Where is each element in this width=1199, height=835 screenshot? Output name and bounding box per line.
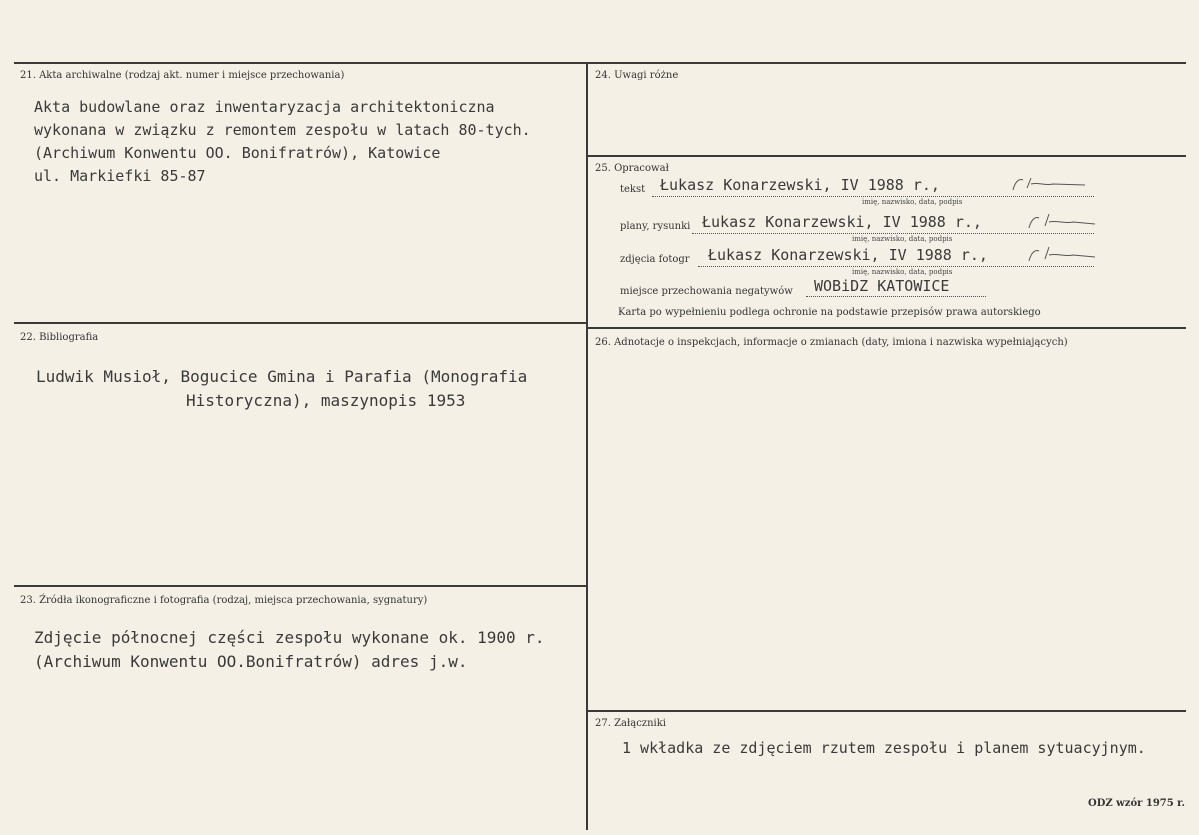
- center-divider: [586, 62, 588, 830]
- section-23-label: 23. Źródła ikonograficzne i fotografia (rodzaj, miejsca przechowania, sygnatury): [20, 595, 428, 606]
- zdjecia-value: Łukasz Konarzewski, IV 1988 r.,: [708, 246, 988, 264]
- section-21-line-2: wykonana w związku z remontem zespołu w latach 80-tych.: [34, 121, 531, 139]
- plany-label: plany, rysunki: [620, 221, 691, 232]
- miejsce-dotted-line: [806, 296, 986, 297]
- zdjecia-label: zdjęcia fotogr: [620, 254, 690, 265]
- zdjecia-dotted-line: [698, 266, 1094, 267]
- tekst-caption: imię, nazwisko, data, podpis: [862, 198, 963, 206]
- signature-plany: [1025, 212, 1105, 228]
- section-22-line-1: Ludwik Musioł, Bogucice Gmina i Parafia (Monografia: [36, 367, 528, 386]
- rule-26-27: [588, 710, 1186, 712]
- top-rule: [14, 62, 1186, 64]
- rule-24-25: [588, 155, 1186, 157]
- zdjecia-caption: imię, nazwisko, data, podpis: [852, 268, 953, 276]
- rule-21-22: [14, 322, 586, 324]
- signature-tekst: [1005, 176, 1085, 192]
- section-24-label: 24. Uwagi różne: [595, 70, 679, 81]
- miejsce-label: miejsce przechowania negatywów: [620, 286, 793, 297]
- tekst-label: tekst: [620, 184, 646, 195]
- form-footer: ODZ wzór 1975 r.: [1088, 798, 1186, 809]
- section-27-label: 27. Załączniki: [595, 718, 666, 729]
- section-22-label: 22. Bibliografia: [20, 332, 99, 343]
- plany-caption: imię, nazwisko, data, podpis: [852, 235, 953, 243]
- copyright-note: Karta po wypełnieniu podlega ochronie na podstawie przepisów prawa autorskiego: [618, 307, 1041, 318]
- section-21-line-1: Akta budowlane oraz inwentaryzacja architektoniczna: [34, 98, 495, 116]
- section-21-line-3: (Archiwum Konwentu OO. Bonifratrów), Katowice: [34, 144, 441, 162]
- tekst-dotted-line: [652, 196, 1094, 197]
- rule-22-23: [14, 585, 586, 587]
- section-21-line-4: ul. Markiefki 85-87: [34, 167, 206, 185]
- section-26-label: 26. Adnotacje o inspekcjach, informacje o zmianach (daty, imiona i nazwiska wypełniających): [595, 337, 1068, 348]
- tekst-value: Łukasz Konarzewski, IV 1988 r.,: [660, 176, 940, 194]
- section-21-label: 21. Akta archiwalne (rodzaj akt. numer i miejsce przechowania): [20, 70, 345, 81]
- section-25-label: 25. Opracował: [595, 163, 669, 174]
- section-27-value: 1 wkładka ze zdjęciem rzutem zespołu i planem sytuacyjnym.: [622, 739, 1146, 757]
- rule-25-26: [588, 327, 1186, 329]
- section-23-line-2: (Archiwum Konwentu OO.Bonifratrów) adres j.w.: [34, 652, 468, 671]
- miejsce-value: WOBiDZ KATOWICE: [814, 277, 950, 295]
- signature-zdjecia: [1025, 245, 1105, 261]
- plany-value: Łukasz Konarzewski, IV 1988 r.,: [702, 213, 982, 231]
- section-22-line-2: Historyczna), maszynopis 1953: [186, 391, 466, 410]
- section-23-line-1: Zdjęcie północnej części zespołu wykonane ok. 1900 r.: [34, 628, 545, 647]
- plany-dotted-line: [692, 233, 1094, 234]
